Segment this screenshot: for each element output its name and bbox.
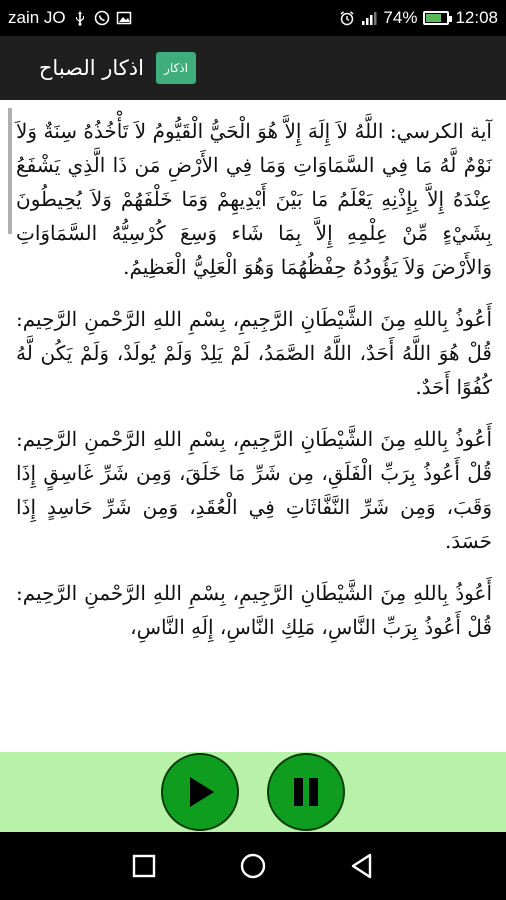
back-button[interactable] bbox=[342, 846, 382, 886]
app-logo-text: اذكار bbox=[164, 61, 188, 75]
play-button[interactable] bbox=[161, 753, 239, 831]
gallery-icon bbox=[116, 10, 132, 26]
battery-percent: 74% bbox=[383, 8, 418, 27]
pause-button[interactable] bbox=[267, 753, 345, 831]
azkar-content[interactable] bbox=[0, 100, 506, 752]
battery-level-fill bbox=[426, 14, 441, 22]
zikr-paragraph: أَعُوذُ بِاللهِ مِنَ الشَّيْطَانِ الرَّجِيمِ، بِسْمِ اللهِ الرَّحْمنِ الرَّحِيم: قُلْ أَعُوذُ بِرَبِّ النَّاسِ، مَلِكِ النَّاسِ، إِلَهِ النَّاسِ، bbox=[16, 581, 492, 639]
usb-icon bbox=[72, 10, 88, 26]
zikr-paragraph: آية الكرسي: اللَّهُ لاَ إِلَهَ إِلاَّ هُوَ الْحَيُّ الْقَيُّومُ لاَ تَأْخُذُهُ سِنَةٌ وَلاَ نَوْمٌ لَّهُ مَا فِي السَّمَاوَاتِ وَمَا فِي الأَرْضِ مَن ذَا الَّذِي يَشْفَعُ عِنْدَهُ إِلاَّ بِإِذْنِهِ يَعْلَمُ مَا بَيْنَ أَيْدِيهِمْ وَمَا خَلْفَهُمْ وَلاَ يُحِيطُونَ بِشَيْءٍ مِّنْ عِلْمِهِ إِلاَّ بِمَا شَاء وَسِعَ كُرْسِيُّهُ السَّمَاوَاتِ وَالأَرْضَ وَلاَ يَؤُودُهُ حِفْظُهُمَا وَهُوَ الْعَلِيُّ الْعَظِيمُ. bbox=[16, 119, 492, 279]
zikr-paragraph: أَعُوذُ بِاللهِ مِنَ الشَّيْطَانِ الرَّجِيمِ، بِسْمِ اللهِ الرَّحْمنِ الرَّحِيم: قُلْ هُوَ اللَّهُ أَحَدٌ، اللَّهُ الصَّمَدُ، لَمْ يَلِدْ وَلَمْ يُولَدْ، وَلَمْ يَكُن لَّهُ كُفُوًا أَحَدٌ. bbox=[16, 307, 492, 399]
scrollbar[interactable] bbox=[8, 108, 12, 234]
status-bar bbox=[0, 0, 506, 36]
carrier-name: zain JO bbox=[8, 8, 66, 27]
home-icon bbox=[239, 852, 267, 880]
battery-icon bbox=[423, 11, 449, 25]
back-icon bbox=[348, 852, 376, 880]
whatsapp-icon bbox=[94, 10, 110, 26]
play-icon bbox=[180, 772, 220, 812]
system-nav-bar bbox=[0, 832, 506, 900]
pause-icon bbox=[286, 772, 326, 812]
alarm-icon bbox=[339, 10, 355, 26]
status-bar-left bbox=[0, 8, 132, 28]
zikr-paragraph: أَعُوذُ بِاللهِ مِنَ الشَّيْطَانِ الرَّجِيمِ، بِسْمِ اللهِ الرَّحْمنِ الرَّحِيم: قُلْ أَعُوذُ بِرَبِّ الْفَلَقِ، مِن شَرِّ مَا خَلَقَ، وَمِن شَرِّ غَاسِقٍ إِذَا وَقَبَ، وَمِن شَرِّ النَّفَّاثَاتِ فِي الْعُقَدِ، وَمِن شَرِّ حَاسِدٍ إِذَا حَسَدَ. bbox=[16, 427, 493, 553]
audio-player-bar bbox=[0, 752, 506, 832]
page-title: اذكار الصباح bbox=[38, 56, 144, 80]
recent-apps-icon bbox=[131, 853, 157, 879]
app-bar bbox=[0, 36, 506, 100]
clock: 12:08 bbox=[455, 8, 498, 27]
signal-icon bbox=[361, 10, 377, 26]
app-logo bbox=[156, 52, 196, 84]
status-bar-right bbox=[339, 8, 506, 28]
home-button[interactable] bbox=[233, 846, 273, 886]
recent-apps-button[interactable] bbox=[124, 846, 164, 886]
